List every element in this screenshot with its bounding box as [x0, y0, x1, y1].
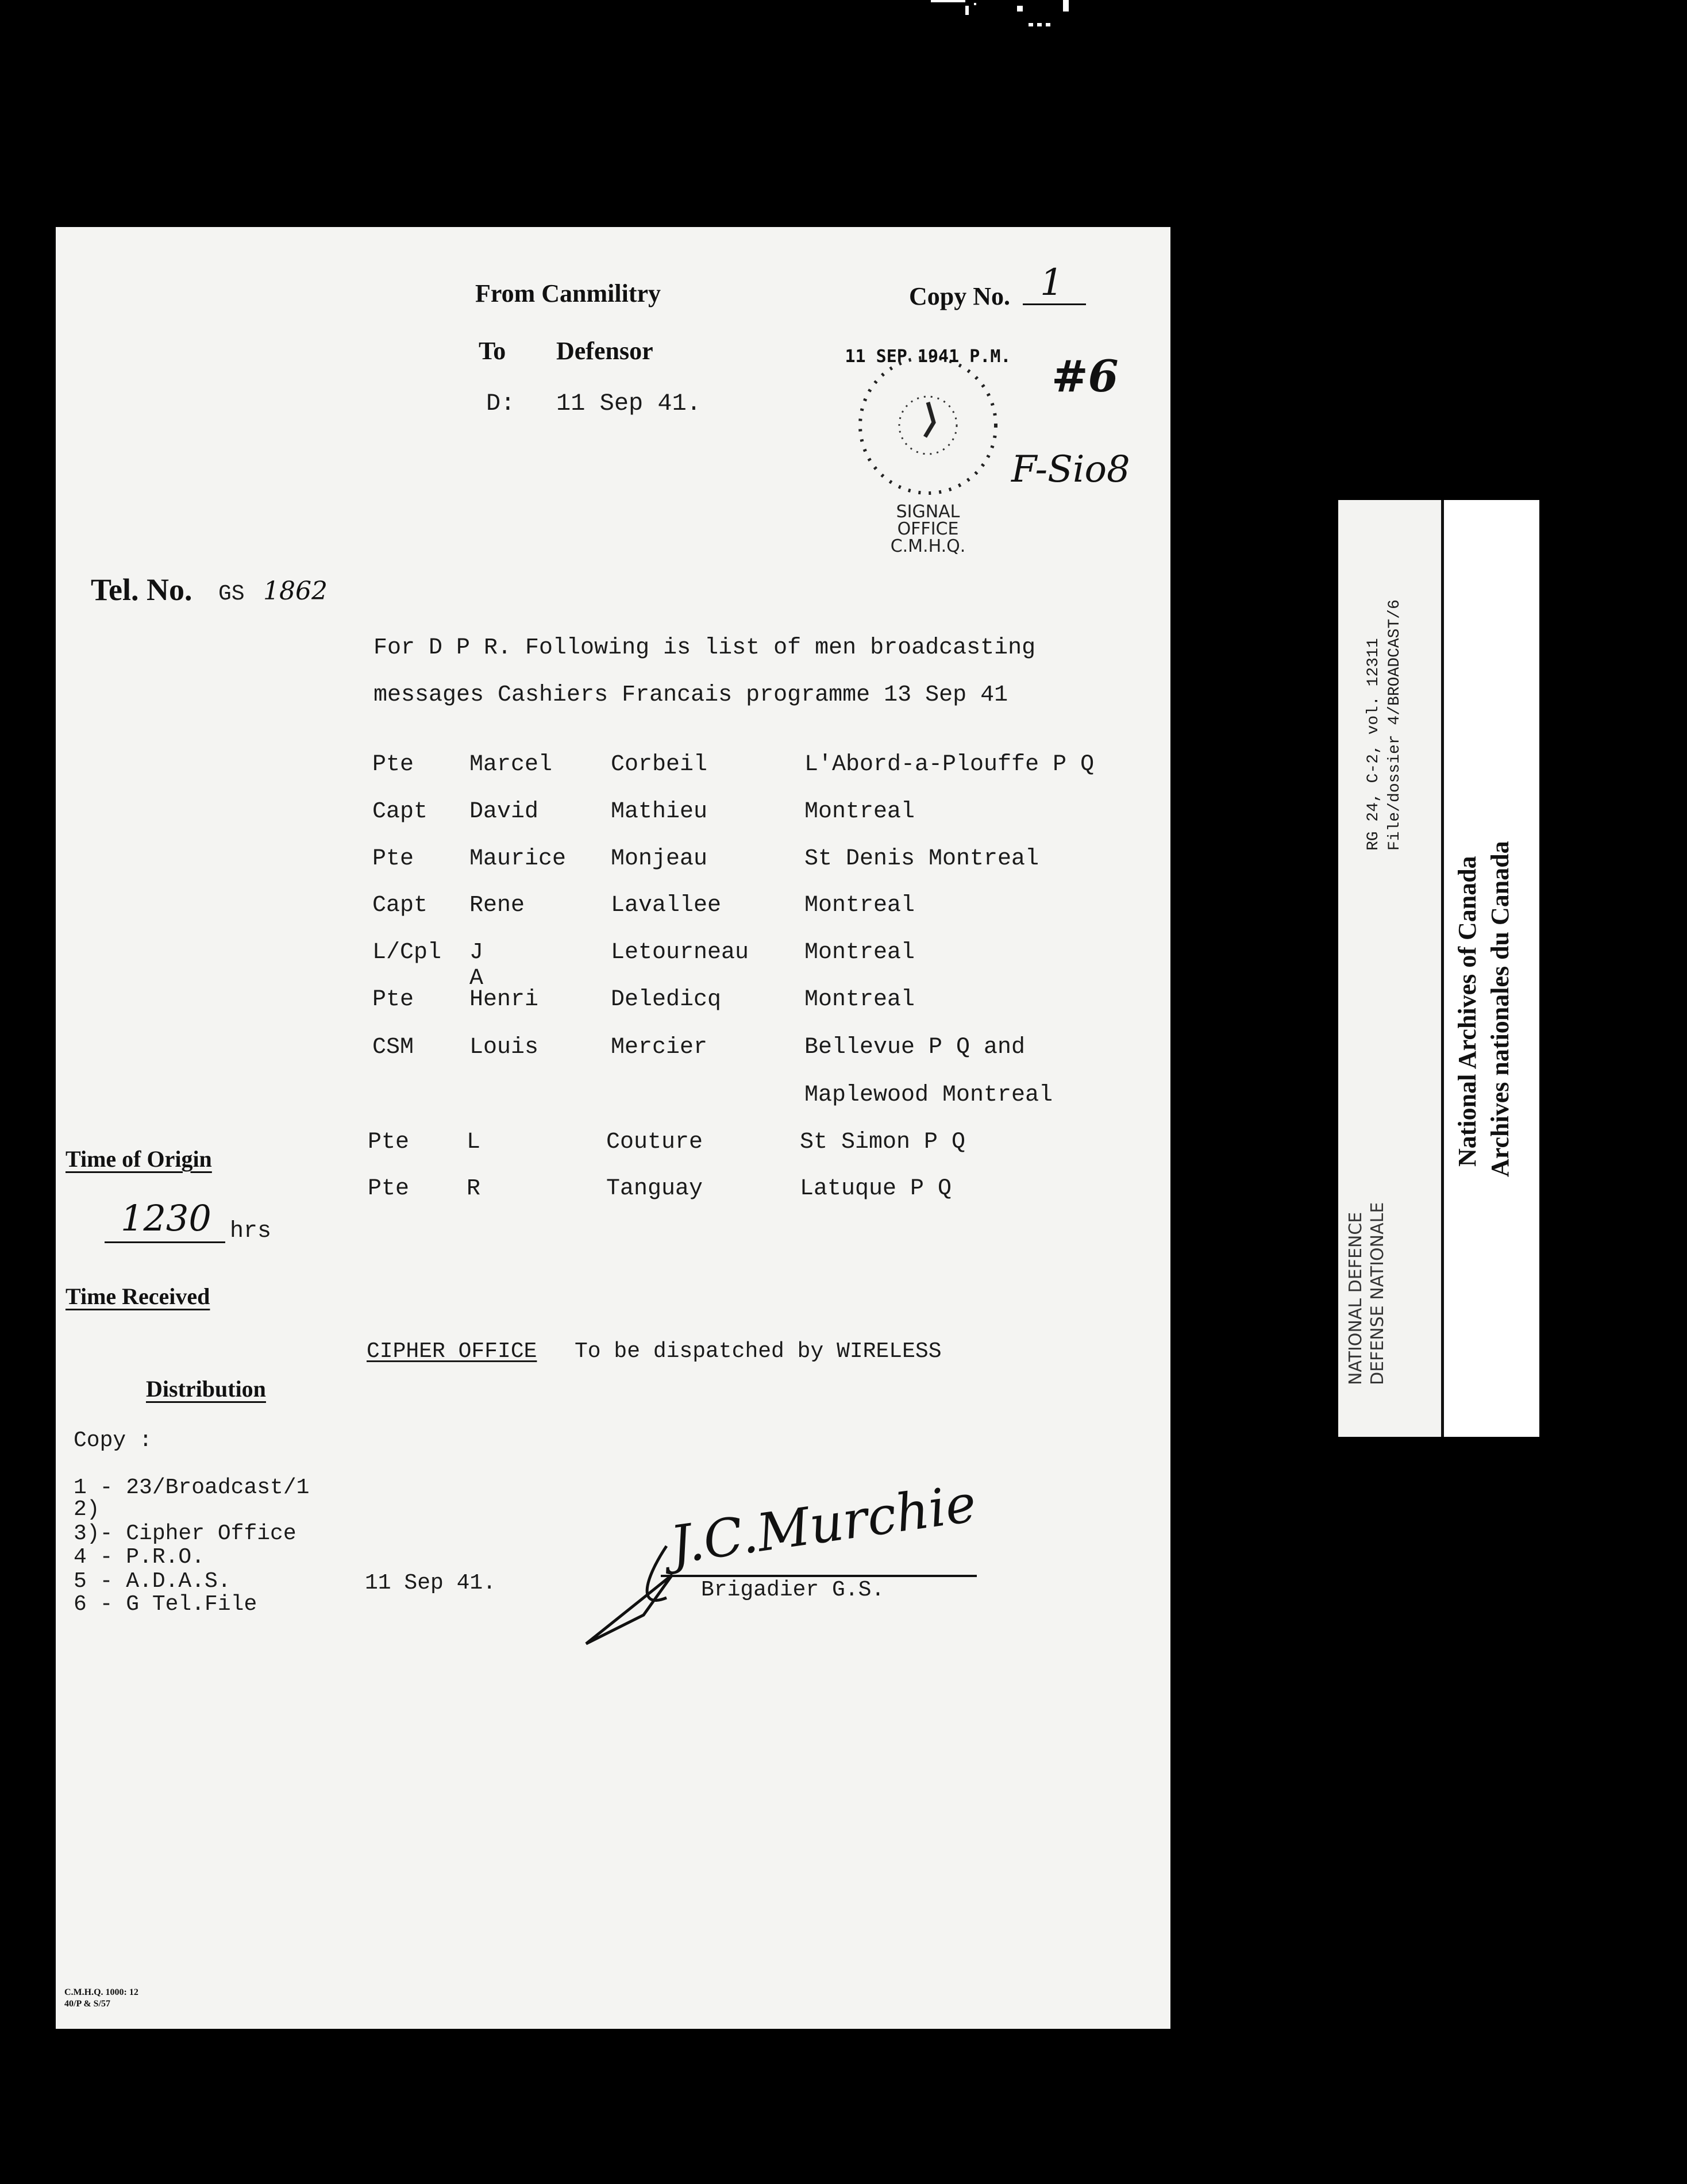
- roster-place: Bellevue P Q and: [804, 1035, 1026, 1060]
- dispatch-text: To be dispatched by WIRELESS: [575, 1339, 942, 1364]
- archive-dept-2: DEFENSE NATIONALE: [1368, 1202, 1388, 1385]
- time-of-origin-underline: [105, 1241, 225, 1243]
- tel-label: Tel. No.: [91, 572, 192, 607]
- distribution-item: 2): [74, 1497, 100, 1522]
- to-value: Defensor: [556, 337, 653, 365]
- roster-place: Montreal: [804, 893, 915, 918]
- roster-place: St Simon P Q: [800, 1129, 966, 1155]
- form-code-line-1: C.M.H.Q. 1000: 12: [64, 1987, 138, 1997]
- roster-last: Couture: [606, 1129, 703, 1155]
- time-of-origin-value: 1230: [121, 1197, 211, 1239]
- form-code-line-2: 40/P & S/57: [64, 1999, 111, 2009]
- message-line-2: messages Cashiers Francais programme 13 Sep 41: [373, 682, 1008, 708]
- roster-first: Henri: [469, 987, 539, 1013]
- stamp-line1: SIGNAL: [896, 502, 960, 522]
- date-label: D:: [486, 390, 515, 417]
- roster-first: J A: [469, 940, 484, 991]
- archive-name-en: National Archives of Canada: [1453, 856, 1481, 1167]
- time-of-origin-label: Time of Origin: [66, 1146, 212, 1172]
- copy-label: Copy No.: [909, 282, 1011, 310]
- roster-rank: Capt: [372, 893, 428, 918]
- distribution-title: Distribution: [146, 1376, 266, 1402]
- roster-rank: CSM: [372, 1035, 414, 1060]
- time-unit: hrs: [230, 1218, 272, 1244]
- roster-rank: Pte: [372, 846, 414, 872]
- roster-last: Mathieu: [611, 799, 708, 825]
- roster-rank: L/Cpl: [372, 940, 442, 966]
- roster-rank: Pte: [368, 1176, 410, 1202]
- handwritten-mark: #6: [1052, 351, 1119, 402]
- stamp-line3: C.M.H.Q.: [890, 536, 966, 556]
- tel-number: 1862: [263, 576, 328, 606]
- stamp-line2: OFFICE: [897, 519, 959, 539]
- signal-office-stamp: [845, 328, 1017, 557]
- folio-mark: F-Sio8: [1011, 448, 1130, 491]
- distribution-item: 1 - 23/Broadcast/1: [74, 1475, 310, 1500]
- roster-last: Corbeil: [611, 752, 708, 778]
- distribution-item: 6 - G Tel.File: [74, 1592, 257, 1617]
- distribution-item: 3)- Cipher Office: [74, 1521, 296, 1546]
- dispatch-office: CIPHER OFFICE: [367, 1339, 537, 1364]
- roster-place: L'Abord-a-Plouffe P Q: [804, 752, 1095, 778]
- signature-date: 11 Sep 41.: [365, 1571, 496, 1595]
- roster-last: Tanguay: [606, 1176, 703, 1202]
- roster-first: R: [467, 1176, 481, 1202]
- roster-place: Latuque P Q: [800, 1176, 952, 1202]
- distribution-item: 5 - A.D.A.S.: [74, 1569, 231, 1594]
- archive-ref-2: File/dossier 4/BROADCAST/6: [1386, 599, 1404, 851]
- roster-place: Montreal: [804, 940, 915, 966]
- archive-ref-1: RG 24, C-2, vol. 12311: [1365, 638, 1382, 851]
- signature-name: J.C.Murchie: [667, 1473, 980, 1576]
- roster-first: Maurice: [469, 846, 567, 872]
- roster-rank: Capt: [372, 799, 428, 825]
- roster-last: Lavallee: [611, 893, 722, 918]
- stamp-date: 11 SEP 1941 P.M.: [845, 347, 1011, 367]
- distribution-copy-label: Copy :: [74, 1428, 152, 1453]
- message-line-1: For D P R. Following is list of men broadcasting: [373, 635, 1036, 661]
- roster-place: Montreal: [804, 987, 915, 1013]
- roster-place: Maplewood Montreal: [804, 1082, 1053, 1108]
- roster-first: L: [467, 1129, 481, 1155]
- from-line: [475, 279, 661, 308]
- roster-rank: Pte: [372, 752, 414, 778]
- roster-last: Deledicq: [611, 987, 722, 1013]
- roster-last: Letourneau: [611, 940, 749, 966]
- roster-last: Monjeau: [611, 846, 708, 872]
- to-label: To: [479, 337, 506, 365]
- roster-first: Louis: [469, 1035, 539, 1060]
- time-received-label: Time Received: [66, 1283, 210, 1309]
- archive-name-fr: Archives nationales du Canada: [1486, 841, 1514, 1177]
- tel-prefix: GS: [218, 582, 245, 606]
- roster-place: St Denis Montreal: [804, 846, 1039, 872]
- roster-first: David: [469, 799, 539, 825]
- roster-last: Mercier: [611, 1035, 708, 1060]
- roster-rank: Pte: [368, 1129, 410, 1155]
- distribution-item: 4 - P.R.O.: [74, 1545, 205, 1570]
- from-value: Canmilitry: [541, 279, 661, 307]
- from-label: From: [475, 279, 536, 307]
- roster-first: Rene: [469, 893, 525, 918]
- roster-rank: Pte: [372, 987, 414, 1013]
- roster-first: Marcel: [469, 752, 553, 778]
- archive-dept-1: NATIONAL DEFENCE: [1346, 1212, 1366, 1385]
- scan-specks: [931, 0, 1080, 34]
- roster-place: Montreal: [804, 799, 915, 825]
- signature-title: Brigadier G.S.: [701, 1578, 885, 1602]
- date-value: 11 Sep 41.: [556, 390, 702, 417]
- copy-number: 1: [1040, 262, 1064, 304]
